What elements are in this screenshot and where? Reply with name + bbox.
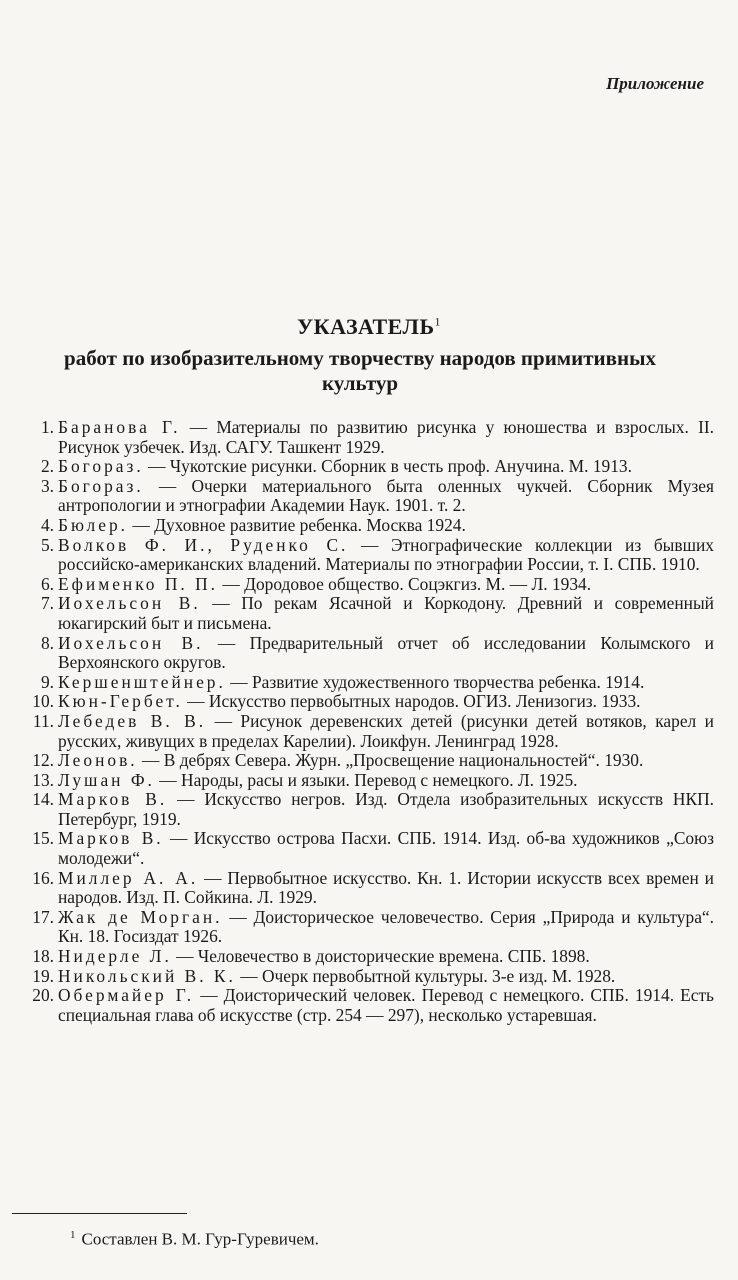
- bibliography-entry: [24, 516, 714, 536]
- entry-body: [58, 516, 714, 536]
- footnote-divider: [12, 1213, 187, 1214]
- entry-body: [58, 457, 714, 477]
- bibliography-entry: [24, 418, 714, 457]
- entry-author: Леонов.: [58, 750, 138, 771]
- entry-number: 1.: [40, 417, 54, 437]
- entry-author: Лебедев В. В.: [58, 710, 207, 731]
- entry-text: — Очерк первобытной культуры. 3-е изд. М. 1928.: [240, 965, 616, 986]
- entry-text: — Духовное развитие ребенка. Москва 1924.: [132, 514, 466, 535]
- entry-number: 6.: [40, 573, 54, 594]
- entry-number: 13.: [32, 769, 54, 790]
- bibliography-entry: [24, 634, 714, 673]
- page-title: [0, 314, 738, 340]
- entry-number: 9.: [40, 671, 54, 692]
- entry-author: Богораз.: [58, 456, 144, 477]
- page-subtitle: работ по изобразительному творчеству народов примитивных культур: [64, 346, 656, 395]
- entry-author: Иохельсон В.: [58, 632, 204, 653]
- entry-body: [58, 536, 714, 575]
- entry-number: 10.: [32, 691, 54, 712]
- footnote-mark: 1: [70, 1229, 76, 1241]
- entry-body: [58, 947, 714, 967]
- bibliography-entry: [24, 829, 714, 868]
- entry-author: Жак де Морган.: [58, 906, 223, 927]
- bibliography-entry: [24, 908, 714, 947]
- entry-body: [58, 790, 714, 829]
- entry-text: — Материалы по развитию рисунка у юношества и взрослых. II. Рисунок узбечек. Изд. САГУ. Ташкент 1929.: [58, 417, 714, 457]
- entry-author: Богораз.: [58, 475, 144, 496]
- entry-author: Ефименко П. П.: [58, 573, 218, 594]
- entry-text: — В дебрях Севера. Журн. „Просвещение национальностей“. 1930.: [142, 750, 644, 771]
- entry-body: [58, 712, 714, 751]
- entry-body: [58, 829, 714, 868]
- entry-number: 17.: [32, 906, 54, 927]
- bibliography-entry: [24, 751, 714, 771]
- entry-body: [58, 751, 714, 771]
- entry-author: Никольский В. К.: [58, 965, 236, 986]
- entry-number: 2.: [40, 456, 54, 477]
- entry-body: [58, 594, 714, 633]
- entry-text: — Первобытное искусство. Кн. 1. Истории искусств всех времен и народов. Изд. П. Сойкина. Л. 1929.: [58, 867, 714, 908]
- entry-text: — Искусство негров. Изд. Отдела изобразительных искусств НКП. Петербург, 1919.: [58, 789, 714, 829]
- bibliography-entry: [24, 986, 714, 1025]
- entry-body: [58, 575, 714, 595]
- entry-author: Кершенштейнер.: [58, 671, 226, 692]
- footnote-text: Составлен В. М. Гур-Гуревичем.: [81, 1229, 319, 1249]
- bibliography-entry: [24, 967, 714, 987]
- bibliography-entry: [24, 673, 714, 693]
- entry-text: — Народы, расы и языки. Перевод с немецкого. Л. 1925.: [159, 769, 578, 790]
- entry-text: — Этнографические коллекции из бывших российско-американских владений. Материалы по этнографии России, т. I. СПБ. 1910.: [58, 534, 714, 575]
- entry-body: [58, 634, 714, 673]
- bibliography-entry: [24, 771, 714, 791]
- entry-author: Баранова Г.: [58, 417, 181, 437]
- entry-number: 20.: [32, 985, 54, 1006]
- bibliography-entry: [24, 575, 714, 595]
- entry-body: [58, 967, 714, 987]
- running-header: Приложение: [606, 74, 704, 93]
- bibliography-entry: [24, 947, 714, 967]
- entry-body: [58, 673, 714, 693]
- entry-number: 18.: [32, 946, 54, 967]
- entry-text: — Рисунок деревенских детей (рисунки детей вотяков, карел и русских, живущих в пределах Карелии). Лоикфун. Ленинград 1928.: [58, 710, 714, 751]
- entry-text: — Искусство острова Пасхи. СПБ. 1914. Изд. об-ва художников „Союз молодежи“.: [58, 828, 714, 869]
- bibliography-entry: [24, 594, 714, 633]
- entry-author: Марков В.: [58, 828, 164, 849]
- entry-text: — Доисторический человек. Перевод с немецкого. СПБ. 1914. Есть специальная глава об искусстве (стр. 254 — 297), несколько устаревшая.: [58, 985, 714, 1025]
- entry-number: 8.: [40, 632, 54, 653]
- bibliography-entry: [24, 457, 714, 477]
- bibliography-list: [24, 418, 714, 1025]
- bibliography-entry: [24, 790, 714, 829]
- entry-number: 7.: [40, 593, 54, 614]
- entry-number: 4.: [40, 514, 54, 535]
- footnote-reference: 1: [434, 314, 441, 329]
- bibliography-entry: [24, 477, 714, 516]
- entry-number: 12.: [32, 750, 54, 771]
- entry-number: 5.: [40, 534, 54, 555]
- entry-text: — Чукотские рисунки. Сборник в честь проф. Анучина. М. 1913.: [148, 456, 632, 477]
- bibliography-entry: [24, 869, 714, 908]
- entry-author: Иохельсон В.: [58, 593, 201, 614]
- entry-text: — Дородовое общество. Соцэкгиз. М. — Л. 1934.: [222, 573, 592, 594]
- footnote: [70, 1229, 319, 1250]
- entry-text: — Искусство первобытных народов. ОГИЗ. Ленизогиз. 1933.: [187, 691, 641, 712]
- entry-author: Миллер А. А.: [58, 867, 199, 888]
- bibliography-entry: [24, 692, 714, 712]
- entry-body: [58, 418, 714, 457]
- entry-author: Обермайер Г.: [58, 985, 195, 1006]
- bibliography-entry: [24, 536, 714, 575]
- entry-body: [58, 869, 714, 908]
- entry-author: Кюн-Гербет.: [58, 691, 183, 712]
- entry-text: — Человечество в доисторические времена. СПБ. 1898.: [176, 946, 590, 967]
- entry-number: 16.: [32, 867, 54, 888]
- entry-body: [58, 771, 714, 791]
- entry-text: — Развитие художественного творчества ребенка. 1914.: [230, 671, 645, 692]
- entry-number: 15.: [32, 828, 54, 849]
- title-text: УКАЗАТЕЛЬ: [297, 314, 435, 339]
- entry-text: — Доисторическое человечество. Серия „Природа и культура“. Кн. 18. Госиздат 1926.: [58, 906, 714, 947]
- entry-number: 3.: [40, 475, 54, 496]
- entry-number: 14.: [32, 789, 54, 810]
- entry-body: [58, 986, 714, 1025]
- entry-body: [58, 477, 714, 516]
- entry-body: [58, 908, 714, 947]
- entry-text: — По рекам Ясачной и Коркодону. Древний и современный юкагирский быт и письмена.: [58, 593, 714, 633]
- bibliography-entry: [24, 712, 714, 751]
- entry-number: 19.: [32, 965, 54, 986]
- entry-author: Бюлер.: [58, 514, 128, 535]
- entry-number: 11.: [32, 710, 54, 731]
- entry-text: — Предварительный отчет об исследовании Колымского и Верхоянского округов.: [58, 632, 714, 673]
- entry-author: Лушан Ф.: [58, 769, 155, 790]
- entry-author: Нидерле Л.: [58, 946, 172, 967]
- entry-author: Марков В.: [58, 789, 168, 810]
- entry-text: — Очерки материального быта оленных чукчей. Сборник Музея антропологии и этнографии Академии Наук. 1901. т. 2.: [58, 475, 714, 516]
- entry-author: Волков Ф. И., Руденко С.: [58, 534, 349, 555]
- entry-body: [58, 692, 714, 712]
